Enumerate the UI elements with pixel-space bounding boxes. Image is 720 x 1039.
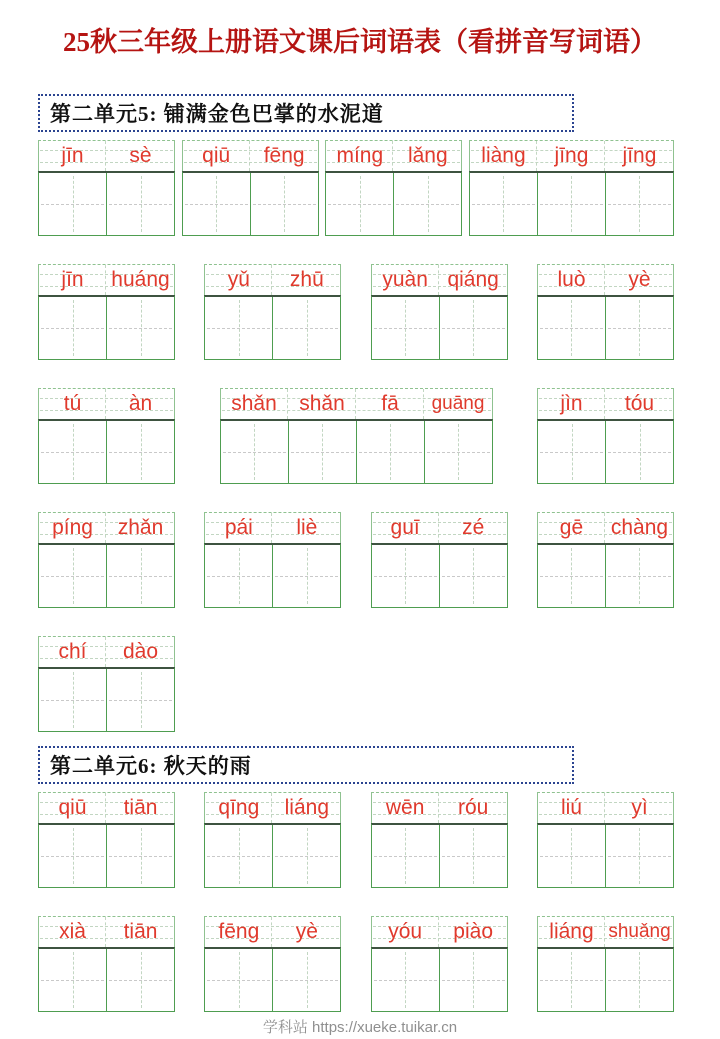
pinyin-syllable: fā bbox=[355, 389, 424, 419]
writing-cell[interactable] bbox=[439, 545, 507, 607]
writing-cell[interactable] bbox=[538, 545, 605, 607]
cell-grid-row bbox=[38, 823, 175, 888]
pinyin-syllable: àn bbox=[105, 389, 174, 419]
pinyin-syllable: piào bbox=[438, 917, 507, 947]
pinyin-row bbox=[469, 140, 674, 171]
page-header bbox=[0, 0, 720, 58]
writing-cell[interactable] bbox=[205, 297, 272, 359]
pinyin-syllable: yuàn bbox=[382, 268, 428, 291]
pinyin-row bbox=[182, 140, 319, 171]
pinyin-syllable: lǎng bbox=[392, 141, 461, 171]
writing-cell[interactable] bbox=[605, 297, 673, 359]
pinyin-syllable: jīng bbox=[536, 141, 605, 171]
section-header: 第二单元6: 秋天的雨 bbox=[50, 754, 252, 778]
cell-grid-row bbox=[537, 295, 674, 360]
pinyin-syllable: dào bbox=[105, 637, 174, 667]
pinyin-syllable: liáng bbox=[549, 920, 594, 943]
word-group bbox=[371, 512, 508, 608]
pinyin-row bbox=[537, 916, 674, 947]
pinyin-syllable: jīn bbox=[61, 144, 84, 167]
writing-cell[interactable] bbox=[605, 173, 673, 235]
cell-grid-row bbox=[371, 947, 508, 1012]
pinyin-syllable: liáng bbox=[271, 793, 340, 823]
pinyin-syllable: chàng bbox=[604, 513, 673, 543]
writing-cell[interactable] bbox=[538, 825, 605, 887]
writing-cell[interactable] bbox=[439, 825, 507, 887]
cell-grid-row bbox=[537, 823, 674, 888]
pinyin-syllable: yè bbox=[604, 265, 673, 295]
pinyin-row bbox=[537, 264, 674, 295]
cell-grid-row bbox=[204, 947, 341, 1012]
cell-grid-row bbox=[537, 419, 674, 484]
pinyin-syllable: róu bbox=[438, 793, 507, 823]
pinyin-syllable: chí bbox=[58, 640, 87, 663]
word-group bbox=[204, 512, 341, 608]
pinyin-syllable: zhū bbox=[271, 265, 340, 295]
word-group bbox=[204, 792, 341, 888]
footer-watermark: 学科站 https://xueke.tuikar.cn bbox=[262, 1019, 458, 1036]
pinyin-syllable: yì bbox=[604, 793, 673, 823]
writing-cell[interactable] bbox=[605, 825, 673, 887]
word-group bbox=[38, 388, 175, 484]
writing-cell[interactable] bbox=[205, 825, 272, 887]
pinyin-syllable: qiáng bbox=[438, 265, 507, 295]
page-title: 25秋三年级上册语文课后词语表（看拼音写词语） bbox=[63, 27, 657, 57]
word-group bbox=[371, 264, 508, 360]
word-row bbox=[38, 916, 674, 1012]
pinyin-syllable: shuǎng bbox=[604, 917, 673, 947]
cell-grid-row bbox=[371, 295, 508, 360]
writing-cell[interactable] bbox=[393, 173, 461, 235]
pinyin-row bbox=[325, 140, 462, 171]
word-group bbox=[469, 140, 674, 236]
writing-cell[interactable] bbox=[39, 173, 106, 235]
cell-grid-row bbox=[38, 419, 175, 484]
cell-grid-row bbox=[204, 295, 341, 360]
pinyin-syllable: tiān bbox=[105, 793, 174, 823]
writing-cell[interactable] bbox=[106, 825, 174, 887]
pinyin-syllable: tiān bbox=[105, 917, 174, 947]
pinyin-syllable: qīng bbox=[218, 796, 260, 819]
pinyin-syllable: zhǎn bbox=[105, 513, 174, 543]
pinyin-syllable: liè bbox=[271, 513, 340, 543]
pinyin-row bbox=[204, 792, 341, 823]
writing-cell[interactable] bbox=[106, 949, 174, 1011]
pinyin-row bbox=[537, 388, 674, 419]
pinyin-syllable: pái bbox=[224, 516, 253, 539]
writing-cell[interactable] bbox=[106, 545, 174, 607]
writing-cell[interactable] bbox=[39, 949, 106, 1011]
worksheet bbox=[0, 94, 720, 1012]
pinyin-row bbox=[220, 388, 493, 419]
pinyin-row bbox=[38, 916, 175, 947]
pinyin-row bbox=[371, 792, 508, 823]
writing-cell[interactable] bbox=[205, 545, 272, 607]
pinyin-syllable: míng bbox=[336, 144, 384, 167]
writing-cell[interactable] bbox=[372, 545, 439, 607]
word-row bbox=[38, 512, 674, 608]
word-group bbox=[38, 792, 175, 888]
cell-grid-row bbox=[469, 171, 674, 236]
writing-cell[interactable] bbox=[538, 949, 605, 1011]
pinyin-row bbox=[38, 792, 175, 823]
pinyin-row bbox=[38, 512, 175, 543]
cell-grid-row bbox=[204, 823, 341, 888]
word-group bbox=[537, 264, 674, 360]
pinyin-syllable: jīng bbox=[604, 141, 673, 171]
pinyin-row bbox=[371, 916, 508, 947]
pinyin-syllable: guāng bbox=[423, 389, 492, 419]
word-group bbox=[182, 140, 319, 236]
writing-cell[interactable] bbox=[356, 421, 424, 483]
writing-cell[interactable] bbox=[439, 949, 507, 1011]
writing-cell[interactable] bbox=[470, 173, 537, 235]
pinyin-syllable: luò bbox=[557, 268, 586, 291]
pinyin-syllable: wēn bbox=[385, 796, 425, 819]
word-group bbox=[38, 264, 175, 360]
pinyin-row bbox=[537, 512, 674, 543]
word-group bbox=[220, 388, 493, 484]
writing-cell[interactable] bbox=[288, 421, 356, 483]
pinyin-syllable: fēng bbox=[218, 920, 260, 943]
word-group bbox=[38, 916, 175, 1012]
writing-cell[interactable] bbox=[205, 949, 272, 1011]
cell-grid-row bbox=[204, 543, 341, 608]
writing-cell[interactable] bbox=[424, 421, 492, 483]
cell-grid-row bbox=[537, 947, 674, 1012]
writing-cell[interactable] bbox=[106, 173, 174, 235]
writing-cell[interactable] bbox=[183, 173, 250, 235]
section-header-box bbox=[38, 94, 574, 132]
pinyin-syllable: gē bbox=[559, 516, 584, 539]
writing-cell[interactable] bbox=[272, 825, 340, 887]
cell-grid-row bbox=[38, 667, 175, 732]
writing-cell[interactable] bbox=[272, 545, 340, 607]
writing-cell[interactable] bbox=[39, 545, 106, 607]
writing-cell[interactable] bbox=[372, 825, 439, 887]
writing-cell[interactable] bbox=[221, 421, 288, 483]
pinyin-row bbox=[204, 264, 341, 295]
word-group bbox=[537, 916, 674, 1012]
cell-grid-row bbox=[38, 171, 175, 236]
word-group bbox=[204, 916, 341, 1012]
writing-cell[interactable] bbox=[250, 173, 318, 235]
word-group bbox=[204, 264, 341, 360]
word-row bbox=[38, 388, 674, 484]
pinyin-row bbox=[38, 140, 175, 171]
word-row bbox=[38, 792, 674, 888]
pinyin-syllable: yǔ bbox=[227, 268, 250, 291]
cell-grid-row bbox=[182, 171, 319, 236]
pinyin-syllable: tóu bbox=[604, 389, 673, 419]
word-group bbox=[38, 636, 175, 732]
word-group bbox=[371, 792, 508, 888]
section-header: 第二单元5: 铺满金色巴掌的水泥道 bbox=[50, 102, 384, 126]
pinyin-row bbox=[371, 264, 508, 295]
writing-cell[interactable] bbox=[106, 669, 174, 731]
pinyin-row bbox=[38, 388, 175, 419]
cell-grid-row bbox=[38, 295, 175, 360]
writing-cell[interactable] bbox=[106, 297, 174, 359]
writing-cell[interactable] bbox=[39, 825, 106, 887]
pinyin-syllable: qiū bbox=[58, 796, 87, 819]
pinyin-syllable: zé bbox=[438, 513, 507, 543]
pinyin-syllable: fēng bbox=[249, 141, 318, 171]
writing-cell[interactable] bbox=[272, 949, 340, 1011]
cell-grid-row bbox=[371, 823, 508, 888]
pinyin-syllable: jīn bbox=[61, 268, 84, 291]
pinyin-syllable: yóu bbox=[388, 920, 423, 943]
pinyin-syllable: sè bbox=[105, 141, 174, 171]
pinyin-syllable: tú bbox=[63, 392, 82, 415]
page-footer bbox=[0, 1016, 720, 1037]
word-group bbox=[537, 792, 674, 888]
pinyin-syllable: píng bbox=[52, 516, 93, 539]
writing-cell[interactable] bbox=[372, 297, 439, 359]
word-group bbox=[537, 512, 674, 608]
pinyin-row bbox=[204, 512, 341, 543]
word-group bbox=[325, 140, 462, 236]
writing-cell[interactable] bbox=[39, 297, 106, 359]
writing-cell[interactable] bbox=[605, 421, 673, 483]
pinyin-row bbox=[537, 792, 674, 823]
pinyin-syllable: jìn bbox=[560, 392, 583, 415]
word-group bbox=[38, 512, 175, 608]
writing-cell[interactable] bbox=[39, 669, 106, 731]
pinyin-syllable: liú bbox=[560, 796, 582, 819]
word-group bbox=[371, 916, 508, 1012]
pinyin-syllable: yè bbox=[271, 917, 340, 947]
cell-grid-row bbox=[220, 419, 493, 484]
cell-grid-row bbox=[38, 947, 175, 1012]
pinyin-row bbox=[204, 916, 341, 947]
writing-cell[interactable] bbox=[39, 421, 106, 483]
writing-cell[interactable] bbox=[372, 949, 439, 1011]
writing-cell[interactable] bbox=[538, 297, 605, 359]
writing-cell[interactable] bbox=[106, 421, 174, 483]
word-group bbox=[537, 388, 674, 484]
word-row bbox=[38, 140, 674, 236]
pinyin-row bbox=[371, 512, 508, 543]
pinyin-syllable: huáng bbox=[105, 265, 174, 295]
writing-cell[interactable] bbox=[439, 297, 507, 359]
word-group bbox=[38, 140, 175, 236]
pinyin-syllable: shǎn bbox=[287, 389, 356, 419]
pinyin-syllable: qiū bbox=[202, 144, 231, 167]
writing-cell[interactable] bbox=[537, 173, 605, 235]
writing-cell[interactable] bbox=[538, 421, 605, 483]
word-row bbox=[38, 264, 674, 360]
cell-grid-row bbox=[325, 171, 462, 236]
writing-cell[interactable] bbox=[272, 297, 340, 359]
word-rows bbox=[38, 140, 674, 732]
cell-grid-row bbox=[371, 543, 508, 608]
cell-grid-row bbox=[38, 543, 175, 608]
pinyin-syllable: xià bbox=[59, 920, 86, 943]
writing-cell[interactable] bbox=[605, 949, 673, 1011]
pinyin-row bbox=[38, 264, 175, 295]
pinyin-syllable: guī bbox=[390, 516, 420, 539]
section-header-box bbox=[38, 746, 574, 784]
pinyin-syllable: shǎn bbox=[231, 392, 277, 415]
writing-cell[interactable] bbox=[326, 173, 393, 235]
cell-grid-row bbox=[537, 543, 674, 608]
writing-cell[interactable] bbox=[605, 545, 673, 607]
word-rows bbox=[38, 792, 674, 1012]
word-row bbox=[38, 636, 674, 732]
pinyin-row bbox=[38, 636, 175, 667]
pinyin-syllable: liàng bbox=[481, 144, 526, 167]
